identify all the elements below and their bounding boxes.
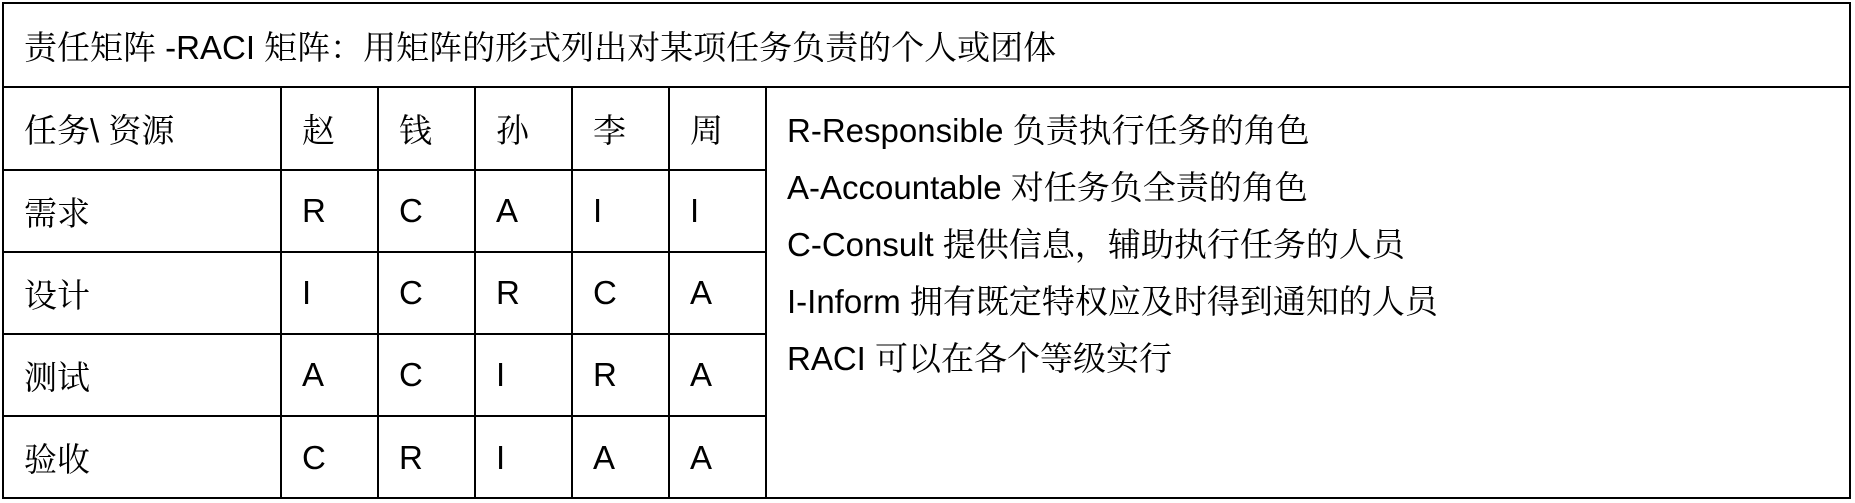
note-accountable: A-Accountable 对任务负全责的角色 [787, 169, 1308, 206]
role-cell: R [572, 334, 669, 416]
note-responsible: R-Responsible 负责执行任务的角色 [787, 112, 1310, 149]
role-cell: I [475, 334, 572, 416]
raci-legend-notes [767, 88, 1849, 497]
role-cell: I [669, 170, 766, 252]
role-cell: A [572, 416, 669, 498]
role-cell: C [378, 334, 475, 416]
header-cell-li: 李 [572, 88, 669, 170]
task-cell: 需求 [4, 170, 281, 252]
note-raci-levels: RACI 可以在各个等级实行 [787, 340, 1173, 377]
role-cell: C [281, 416, 378, 498]
task-cell: 测试 [4, 334, 281, 416]
header-cell-zhou: 周 [669, 88, 766, 170]
header-cell-sun: 孙 [475, 88, 572, 170]
task-cell: 验收 [4, 416, 281, 498]
role-cell: R [281, 170, 378, 252]
role-cell: I [475, 416, 572, 498]
role-cell: C [572, 252, 669, 334]
role-cell: R [475, 252, 572, 334]
header-cell-zhao: 赵 [281, 88, 378, 170]
note-inform: I-Inform 拥有既定特权应及时得到通知的人员 [787, 283, 1438, 320]
table-row [4, 334, 766, 416]
role-cell: A [669, 252, 766, 334]
role-cell: A [669, 416, 766, 498]
header-cell-qian: 钱 [378, 88, 475, 170]
slide-title: 责任矩阵 -RACI 矩阵：用矩阵的形式列出对某项任务负责的个人或团体 [4, 4, 1849, 88]
table-row [4, 170, 766, 252]
role-cell: A [281, 334, 378, 416]
raci-matrix-table [4, 88, 767, 498]
table-row [4, 252, 766, 334]
table-header-row [4, 88, 766, 170]
role-cell: A [669, 334, 766, 416]
role-cell: C [378, 252, 475, 334]
role-cell: C [378, 170, 475, 252]
role-cell: I [572, 170, 669, 252]
role-cell: R [378, 416, 475, 498]
role-cell: I [281, 252, 378, 334]
table-row [4, 416, 766, 498]
slide-body [4, 88, 1849, 497]
role-cell: A [475, 170, 572, 252]
task-cell: 设计 [4, 252, 281, 334]
header-cell-task-resource: 任务\ 资源 [4, 88, 281, 170]
raci-slide-frame [2, 2, 1851, 499]
note-consult: C-Consult 提供信息，辅助执行任务的人员 [787, 226, 1405, 263]
